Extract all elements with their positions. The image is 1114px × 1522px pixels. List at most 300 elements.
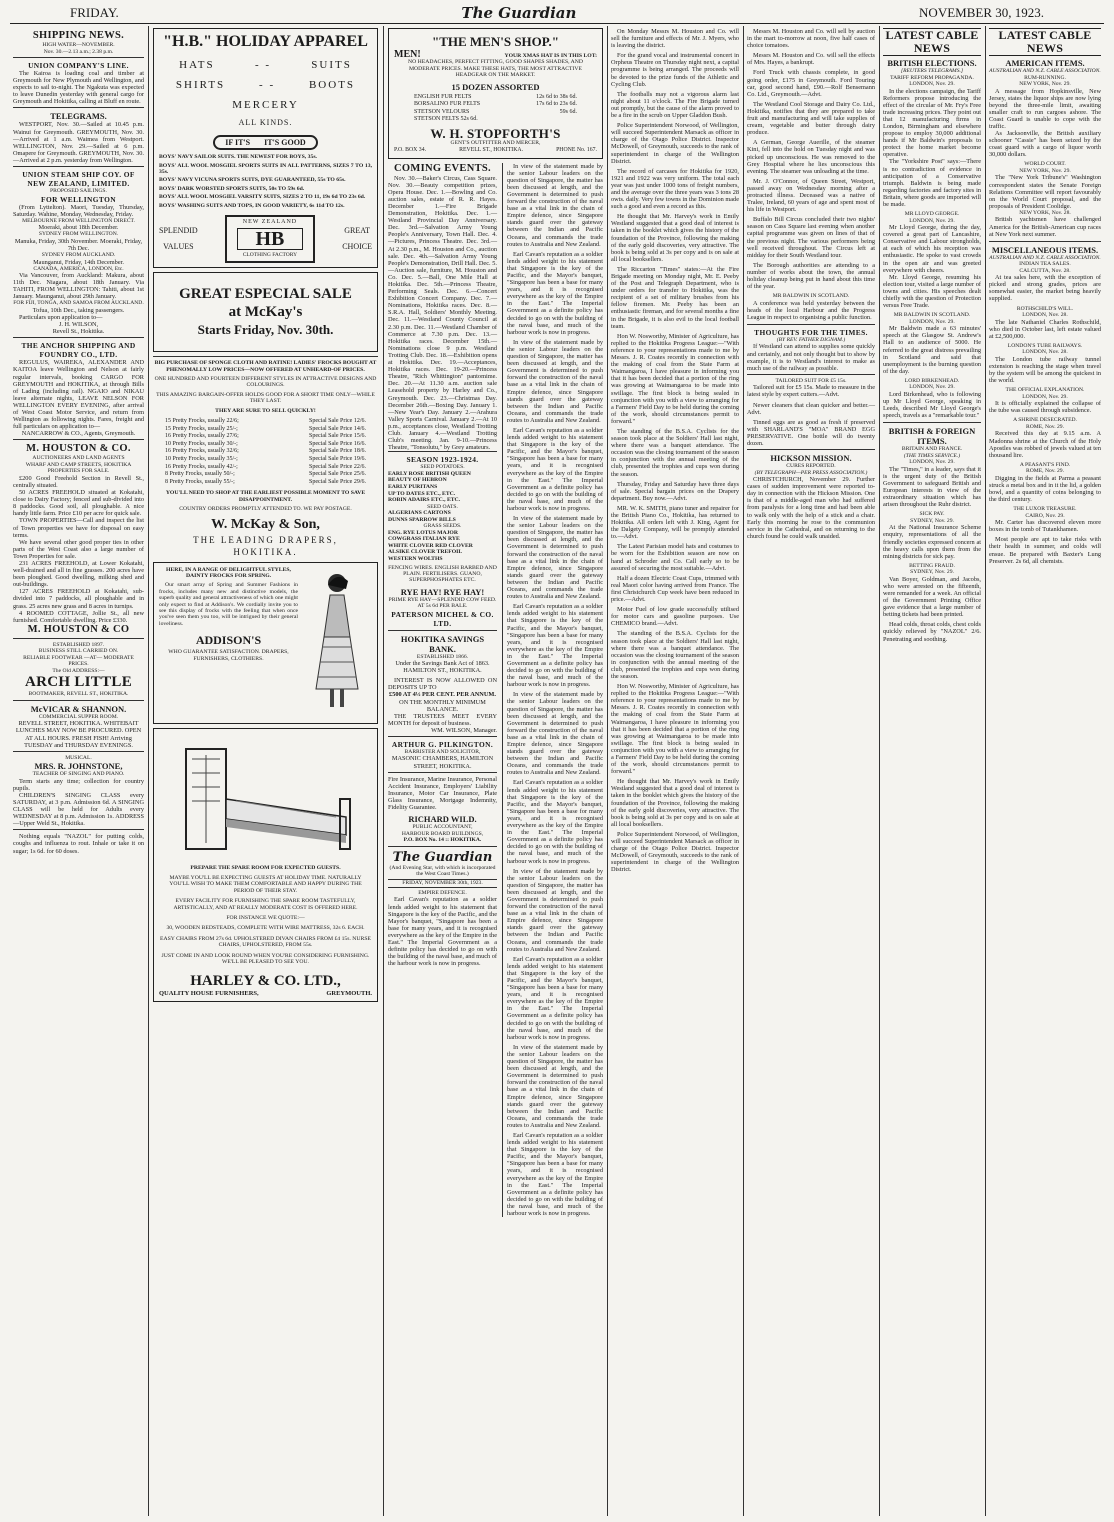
cable-subheading: WORLD COURT. (1024, 161, 1066, 168)
established-text: ESTABLISHED 1897. (52, 641, 105, 648)
houston-address: WHARF AND CAMP STREETS, HOKITIKA (25, 461, 132, 468)
column-advertisements: "H.B." HOLIDAY APPAREL HATS - - SUITS SHIRTS - - BOOTS MERCERY ALL KINDS. IF IT'S IT'S GOOD BOYS' NAVY SAILOR SUITS. THE NEWEST FOR BOYS, 35s. BOYS' ALL WOOL MOSGIEL SPORTS SUITS IN ALL PATTERNS, SIZES 7 TO 13, 35s. BOYS' NAVY VICUNA SPORTS SUITS, DYE GUARANTEED, 55s TO 65s. BOYS' DARK WORSTED SPORTS SUITS, 50s TO 59s 6d. BOYS' ALL WOOL MOSGIEL VARSITY SUITS, SIZES 2 TO 11, 19s 6d TO 23s 6d. BOYS' WASHING SUITS AND TOPS, IN GOOD VARIETY, 6s 11d TO 12s. SPLENDID VALUES NEW ZEALAND HB CLOTHING FACTORY GREAT CHOICE GREAT ESPECIAL SALE at McKay's Starts Friday, Nov. 30th. BIG PURCHASE OF SPONGE CLOTH AND RATINE! LADIES' FROCKS BOUGHT AT PHENOMALLY LOW PRICES—NOW OFFERED AT UNHEARD-OF PRICES. ONE HUNDRED AND FOURTEEN DIFFERENT STYLES IN ATTRACTIVE DESIGNS AND COLOURINGS. THIS AMAZING BARGAIN-OFFER HOLDS GOOD FOR A SHORT TIME ONLY—WHILE THEY LAST. THEY ARE SURE TO SELL QUICKLY! 15 Pretty Frocks, usually 22/6; Special Sale Price 12/6. 15 Pretty Frocks, usually 25/-; Special Sale Price 14/6. 16 Pretty Frocks, usually 27/6; Special Sale Price 15/6. 10 Pretty Frocks, usually 30/-; Special Sale Price 16/6. 16 Pretty Frocks, usually 32/6; Special Sale Price 18/6. 10 Pretty Frocks, usually 35/-; Special Sale Price 19/6. 16 Pretty Frocks, usually 42/-; Special Sale Price 22/6. 8 Pretty Frocks, usually 50/-; Special Sale Price 25/6. 8 Pretty Frocks, usually 55/-; Special Sale Price 29/6. YOU'LL NEED TO SHOP AT THE EARLIEST POSSIBLE MOMENT TO SAVE DISAPPOINTMENT. COUNTRY ORDERS PROMPTLY ATTENDED TO. WE PAY POSTAGE. W. McKay & Son, THE LEADING DRAPERS, HOKITIKA. HERE, IN A RANGE OF DELIGHTFUL STYLES, DAINTY FROCKS FOR SPRING. Our smart array of Spring and Summer Fashions in frocks, includes many new and distinctive models, the superb quality and general attractiveness of which one might only expect to find at Addison's. We cordially invite you to see this display of frocks with the feeling that when once you've seen them you too, will be intrigued by their general loveliness. ADDISON'S WHO GUARANTEE SATISFACTION. DRAPERS, FURNISHERS, CLOTHIERS. PREPARE THE SPARE ROOM FOR EXPECTED GUESTS. MAYBE YOU'LL BE EXPECTING GUESTS AT HOLIDAY TIME. NATURALLY YOU'LL WISH TO MAKE THEM COMFORTABLE AND HAPPY DURING THE PERIOD OF THEIR STAY. EVERY FACILITY FOR FURNISHING THE SPARE ROOM TASTEFULLY, ARTISTICALLY, AND AT REALLY MODERATE COST IS OFFERED HERE. FOR INSTANCE WE QUOTE:— 30, WOODEN BEDSTEADS, COMPLETE WITH WIRE MATTRESS, 32s 6. EACH. EASY CHAIRS FROM 27s 6d. UPHOLSTERED DIVAN CHAIRS FROM £4 15s. NURSE CHAIRS, UPHOLSTERED, FROM 55s. JUST COME IN AND LOOK ROUND WHEN YOU'RE CONSIDERING FURNISHING. WE'LL BE PLEASED TO SEE YOU. HARLEY & CO. LTD., QUALITY HOUSE FURNISHERS, GREYMOUTH. (150, 28, 381, 1514)
dateline: NEW YORK, Nov. 29. (1019, 81, 1071, 87)
cable-paragraph: A message from Hopkinsville, New Jersey, states the liquor ships are now lying beyond the three-mile limit, awaiting smaller craft to run cargoes ashore. The Coast Guard is unable to cope with the traffic. (989, 87, 1101, 130)
news-paragraph: The Westland Cool Storage and Dairy Co. Ltd., Hokitika, notifies that they are prepared to take fruit and manufacturing and will take supplies of cream, vegetable and butter through dairy produce. (747, 100, 875, 137)
guardian-editorial-masthead: The Guardian (392, 849, 493, 865)
editorial-text: Earl Cavan's reputation as a soldier lends added weight to his statement that Singapore is the key of the Pacific, and the Mayor's banquet, "Singapore has been a base for many years, and it is recognised everywhere as the key of the Empire in the East." The Imperial Government as a definite policy has decided to go on with the building of the naval base, and much of the harbour work is now in progress. (507, 955, 603, 1041)
potato-line: ROBIN ADAIRS ETC., ETC. (388, 497, 461, 504)
stopforth-box: P.O. BOX 34. (394, 146, 427, 153)
dateline: LONDON, Nov. 29. (1022, 393, 1068, 400)
latest-cable-news-heading: LATEST CABLE NEWS (883, 28, 981, 56)
mckay-drapers: THE LEADING DRAPERS, (193, 534, 338, 545)
particulars-text: Particulars upon application to— (19, 314, 103, 322)
prepare-come: JUST COME IN AND LOOK ROUND WHEN YOU'RE CONSIDERING FURNISHING. WE'LL BE PLEASED TO SEE YOU. (161, 952, 370, 966)
boys-item: BOYS' NAVY VICUNA SPORTS SUITS, DYE GUARANTEED, 55s TO 65s. (159, 177, 346, 184)
bank-interest-rate: £500 AT 4½ PER CENT. PER ANNUM. (389, 691, 496, 699)
frock-price-row-cell: Special Sale Price 16/6. (309, 440, 366, 447)
news-paragraph: A German, George Auerille, of the steamer Kini, fell into the hold on Tuesday night and was picked up unconscious. He was removed to the Grey Hospital where he lies unconscious this evening. The steamer was unloading at the time. (747, 139, 875, 175)
tariff-heading: TARIFF REFORM PROPAGANDA. (890, 74, 974, 81)
pilkington-address: MASONIC CHAMBERS, HAMILTON STREET, HOKITIKA. (391, 755, 494, 770)
cable-paragraph: The "Times," in a leader, says that it is the urgent duty of the British Government to safeguard British and European interests in view of the extraordinary situation which has arisen throughout the Ruhr district. (883, 465, 981, 509)
cable-paragraph: As Jacksonville, the British auxiliary schooner "Cassie" has been seized by the coast guard with a cargo of liquor worth 30,000 dollars. (989, 130, 1101, 159)
news-paragraph: Police Superintendent Norwood, of Wellington, will succeed Superintendent Marsack as officer in charge of the Otago Police District. Inspector McDowell, of Greymouth, succeeds to the rank of superintendent in charge of the Wellington District. (611, 122, 739, 165)
editorial-text: Earl Cavan's reputation as a soldier lends added weight to his statement that Singapore is the key of the Pacific, and the Mayor's banquet, "Singapore has been a base for many years, and it is recognised everywhere as the key of the Empire in the East." The Imperial Government as a definite policy has decided to go on with the building of the naval base, and much of the harbour work is now in progress. (507, 426, 603, 512)
oats-line: DUNNS SPARROW BILLS (388, 516, 456, 523)
prepare-easy: EASY CHAIRS FROM 27s 6d. UPHOLSTERED DIVAN CHAIRS FROM £4 15s. NURSE CHAIRS, UPHOLSTERED, FROM 55s. (160, 935, 371, 949)
prepare-maybe: MAYBE YOU'LL BE EXPECTING GUESTS AT HOLIDAY TIME. NATURALLY YOU'LL WISH TO MAKE THEM COMFORTABLE AND HAPPY DURING THE PERIOD OF THEIR STAY. (169, 875, 362, 894)
grass-line: ENG. RYE LOTUS MAJOR (388, 529, 458, 536)
frock-price-row-cell: 15 Pretty Frocks, usually 22/6; (165, 417, 239, 424)
houston-footer: M. HOUSTON & CO (27, 623, 130, 635)
frock-price-row (165, 441, 366, 449)
cable-paragraph: Mr Baldwin made a 63 minutes' speech at the Glasgow St. Andrew's Hall to an audience of 5000. He referred to the great distress prevailing in Scotland and said that unemployment is the burning question of the day. (883, 325, 981, 375)
union-heading: UNION COMPANY'S LINE. (28, 61, 129, 70)
melbourne-text: Moeraki, about 18th December. (38, 224, 119, 232)
frock-price-row-cell: Special Sale Price 14/6. (309, 425, 366, 432)
fiji-text: Tofua, 10th Dec., taking passengers. (32, 306, 125, 314)
splendid-label: SPLENDID (159, 226, 198, 236)
property-item: 127 ACRES FREEHOLD at Kokatahi, sub-divided into 7 paddocks, all ploughable and in grass. 25 acres new grass and 8 acres in turnips. (13, 588, 144, 610)
thoughts-heading: THOUGHTS FOR THE TIMES. (754, 327, 868, 337)
news-paragraph: He thought that Mr. Harvey's work in Emily Westland suggested that a good deal of interest is taken in the booklet which gives the history of the foundation of the Province, following the making of the early gold discoveries, very attractive. The book is being sold at 3s per copy and is on sale at all local booksellers. (611, 213, 739, 263)
auckland-text: Maunganui, Friday, 14th December. (33, 258, 124, 266)
dateline: SYDNEY, Nov. 29. (910, 517, 954, 524)
cable-paragraph: The "Yorkshire Post" says:—There is no contradiction of evidence in anticipation of a Conservative triumph. Baldwin is being made regarding factories and factory sites in Britain, where goods are imported will be made. (883, 158, 981, 208)
cable-paragraph: At tea sales here, with the exception of picked and strong grades, prices are somewhat easier, the market being heavily supplied. (989, 274, 1101, 303)
column-american-items (986, 28, 1104, 1514)
agent-location: Revell St., Hokitika. (52, 328, 105, 336)
sale-quickly: THEY ARE SURE TO SELL QUICKLY! (215, 407, 316, 414)
sydney-text: Manuka, Friday, 30th November. Moeraki, Friday, 7th Dec. (14, 237, 143, 252)
auckland-heading: SYDNEY FROM AUCKLAND. (41, 252, 116, 258)
editorial-text: In view of the statement made by the senior Labour leaders on the question of Singapore, the matter has been discussed at length, and the Government is determined to push forward the construction of the naval base as a vital link in the chain of Empire defence, since Singapore stands guard over the gateway between the Indian and Pacific Oceans, and commands the trade routes to Australia and New Zealand. (507, 338, 603, 424)
defence-heading: EMPIRE DEFENCE. (418, 889, 467, 896)
cable-subheading: BETTING FRAUD. (909, 562, 955, 569)
cable-paragraph: Received this day at 9.15 a.m. A Madonna shrine at the Church of the Holy Apostles was robbed of jewels valued at ten thousand lire. (989, 430, 1101, 459)
cable-paragraph: The "New York Tribune's" Washington correspondent states the Senate Foreign Relations Committee will report favourably on the World Court proposal, and the proposals of President Coolidge. (989, 174, 1101, 210)
property-item: £200 Good Freehold Section in Revell St., centrally situated. (13, 474, 144, 489)
fashion-figure-image (302, 567, 372, 719)
dateline: CALCUTTA, Nov. 28. (1019, 267, 1071, 274)
cable-paragraph: Lord Birkenhead, who is following up Mr Lloyd George, speaking in Leeds, described Mr Lloyd George's speech, travels as a "remarkable tour." (883, 390, 981, 420)
elections-heading: BRITISH ELECTIONS. (887, 58, 977, 68)
frock-price-row-cell: Special Sale Price 19/6. (309, 455, 366, 462)
values-label: VALUES (163, 242, 194, 252)
cable-subheading: LORD BIRKENHEAD. (904, 377, 960, 384)
harley-name: HARLEY & CO. LTD., (190, 972, 341, 989)
frock-price-row-cell: 10 Pretty Frocks, usually 35/-; (165, 455, 238, 462)
boys-item: BOYS' DARK WORSTED SPORTS SUITS, 50s TO 59s 6d. (159, 185, 305, 192)
hat-price-row-cell: BORSALINO FUR FELTS (414, 101, 481, 108)
houston-sub: AUCTIONEERS AND LAND AGENTS (32, 455, 125, 462)
wild-name: RICHARD WILD. (408, 814, 477, 825)
addison-heading: HERE, IN A RANGE OF DELIGHTFUL STYLES, DAINTY FROCKS FOR SPRING. (166, 566, 291, 579)
harley-right: GREYMOUTH. (326, 989, 372, 997)
hat-price-row-cell: 17s 6d to 23s 6d. (536, 101, 577, 108)
hb-logo-nz: NEW ZEALAND (242, 218, 298, 225)
dateline: ROME, Nov. 29. (1025, 468, 1065, 475)
frock-price-row (165, 433, 366, 441)
union-text: The Kairoa is loading coal and timber at Greymouth for New Plymouth and Wellington, and expects to sail to-night. The Ngakuta was expected to leave Dunedin yesterday with general cargo for Greymouth and Hokitika, calling at Bluff en route. (13, 70, 144, 106)
prepare-wooden: 30, WOODEN BEDSTEADS, COMPLETE WITH WIRE MATTRESS, 32s 6. EACH. (166, 925, 365, 932)
frock-price-row (165, 448, 366, 456)
johnstone-sub: TEACHER OF SINGING AND PIANO. (32, 771, 125, 778)
cable-subheading: INDIAN TEA SALES. (1019, 261, 1071, 268)
frock-price-row-cell: Special Sale Price 12/6. (309, 417, 366, 424)
high-water-heading: HIGH WATER—NOVEMBER. (42, 42, 115, 48)
frock-price-row-cell: 10 Pretty Frocks, usually 30/-; (165, 440, 238, 447)
stopforth-sub: GENT'S OUTFITTER AND MERCER, (450, 140, 541, 146)
suits-label: SUITS (311, 59, 352, 71)
cable-paragraph: Most people are apt to take risks with their health in summer, and colds will ensue. Be prepared with Baxter's Lung Preserver. 2s 6d, all chemists. (989, 536, 1101, 565)
cable-paragraph: The late Nathaniel Charles Rothschild, who died in October last, left estate valued at £2,500,000. (989, 318, 1101, 340)
column-general-news (744, 28, 878, 1514)
news-paragraph: Half a dozen Electric Coast Cups, trimmed with real Maori color having arrived from France. The first Christchurch Cup week have been reduced in price.—Advt. (611, 574, 739, 604)
bank-text: Under the Savings Bank Act of 1863. HAMILTON ST., HOKITIKA. (395, 660, 490, 675)
editorial-text: In view of the statement made by the senior Labour leaders on the question of Singapore, the matter has been discussed at length, and the Government is determined to push forward the construction of the naval base as a vital link in the chain of Empire defence, since Singapore stands guard over the gateway between the Indian and Pacific Oceans, and commands the trade routes to Australia and New Zealand. (507, 515, 603, 601)
potato-list (388, 471, 497, 504)
dateline: NEW YORK, Nov. 28. (1019, 209, 1071, 216)
prepare-heading: PREPARE THE SPARE ROOM FOR EXPECTED GUESTS. (190, 864, 341, 871)
mcvicar-text: REVELL STREET, HOKITIKA. WHITEBAIT LUNCHES MAY NOW BE PROCURED. OPEN AT ALL HOURS. FRESH FISH! Arriving TUESDAY and THURSDAY EVENINGS. (15, 720, 142, 749)
stopforth-phone: PHONE No. 167. (556, 146, 597, 153)
oats-line: ALGERIANS CARTONS (388, 510, 451, 517)
sale-styles: ONE HUNDRED AND FOURTEEN DIFFERENT STYLES IN ATTRACTIVE DESIGNS AND COLOURINGS. (154, 375, 377, 389)
addison-text: Our smart array of Spring and Summer Fashions in frocks, includes many new and distinctive models, the superb quality and general attractiveness of which one might only expect to find at Addison's. We cordially invite you to see this display of frocks with the feeling that when once you've seen them you too, will be intrigued by their general loveliness. (159, 582, 298, 627)
frock-price-row (165, 426, 366, 434)
hat-price-row-cell: ENGLISH FUR FELTS (414, 93, 472, 100)
cures-byline: (BY TELEGRAPH—PER PRESS ASSOCIATION.) (754, 469, 868, 476)
news-paragraph: MR. W. K. SMITH, piano tuner and repairer for the British Piano Co., Hokitika, has returned to Hokitika. All orders left with J. King, Agent for the Dalgety Company, will be promptly attended to.—Advt. (611, 504, 739, 541)
sale-purchase: BIG PURCHASE OF SPONGE CLOTH AND RATINE! LADIES' FROCKS BOUGHT AT PHENOMALLY LOW PRICES—NOW OFFERED AT UNHEARD-OF PRICES. (154, 360, 377, 373)
potato-line: UP TO DATES ETC., ETC. (388, 490, 456, 497)
frock-list (165, 418, 366, 486)
dateline: LONDON, Nov. 29. (909, 81, 955, 87)
news-paragraph: Messrs M. Houston and Co. will sell by auction in the mart to-morrow at noon, five half cases of choice tomatoes. (747, 28, 875, 50)
grass-line: COWGRASS ITALIAN RYE (388, 536, 460, 543)
editorial-text: Earl Cavan's reputation as a soldier lends added weight to his statement that Singapore is the key of the Pacific, and the Mayor's banquet, "Singapore has been a base for many years, and it is recognised everywhere as the key of the Empire in the East." The Imperial Government as a definite policy has decided to go on with the building of the naval base, and much of the harbour work is now in progress. (507, 1131, 603, 1217)
dateline: CAIRO, Nov. 29. (1025, 512, 1065, 519)
cable-paragraph: Mr. Carter has discovered eleven more boxes in the tomb of Tutankhamen. (989, 519, 1101, 534)
potato-line: EARLY ROSE BRITISH QUEEN (388, 470, 471, 477)
news-paragraph: Motor Fuel of low grade successfully utilised for motor cars and gasoline purposes. Use CHEMICO brand.—Advt. (611, 606, 739, 628)
melbourne-heading: MELBOURNE FROM WELLINGTON DIRECT. (22, 217, 135, 224)
arch-little-sub: BOOTMAKER, REVELL ST., HOKITIKA. (28, 691, 129, 698)
editorial-text: In view of the statement made by the senior Labour leaders on the question of Singapore, the matter has been discussed at length, and the Government is determined to push forward the construction of the naval base as a vital link in the chain of Empire defence, since Singapore stands guard over the gateway between the Indian and Pacific Oceans, and commands the trade routes to Australia and New Zealand. (507, 867, 603, 953)
wellington-text: (From Lyttelton). Maori, Tuesday, Thursday, Saturday. Wahine, Monday, Wednesday, Friday. (13, 203, 144, 218)
shirts-label: SHIRTS (175, 79, 226, 91)
shipping-heading: SHIPPING NEWS. (32, 30, 125, 41)
addison-sub: WHO GUARANTEE SATISFACTION. DRAPERS, FURNISHERS, CLOTHIERS. (168, 649, 289, 662)
hb-logo-mark: HB (237, 228, 303, 250)
column-rule (148, 26, 149, 1516)
property-item: 50 ACRES FREEHOLD situated at Kokatahi, close to Dairy Factory; fenced and sub-divided into 8 paddocks. Good soil, all ploughable. A nice handy little farm. Price £10 per acre for quick sale. (13, 489, 144, 518)
hb-logo (225, 215, 315, 263)
dateline: LONDON, Nov. 29. (909, 384, 955, 391)
dateline: LONDON, Nov. 29. (909, 318, 955, 325)
boys-item: BOYS' ALL WOOL MOSGIEL SPORTS SUITS IN ALL PATTERNS, SIZES 7 TO 13, 35s. (159, 162, 372, 175)
editorial-text: In view of the statement made by the senior Labour leaders on the question of Singapore, the matter has been discussed at length, and the Government is determined to push forward the construction of the naval base as a vital link in the chain of Empire defence, since Singapore stands guard over the gateway between the Indian and Pacific Oceans, and commands the trade routes to Australia and New Zealand. (507, 1043, 603, 1129)
agent-name: J. H. WILSON, (58, 321, 99, 329)
bank-interest: INTEREST IS NOW ALLOWED ON DEPOSITS UP TO (388, 677, 497, 692)
editorial-text: Earl Cavan's reputation as a soldier lends added weight to his statement that Singapore is the key of the Pacific, and the Mayor's banquet, "Singapore has been a base for many years, and it is recognised everywhere as the key of the Empire in the East." The Imperial Government as a definite policy has decided to go on with the building of the naval base, and much of the harbour work is now in progress. (507, 603, 603, 689)
reliable-footwear: RELIABLE FOOTWEAR —AT— MODERATE PRICES. (23, 654, 134, 668)
wild-sub: PUBLIC ACCOUNTANT, (412, 824, 473, 831)
frock-price-row (165, 471, 366, 479)
paterson-name: PATERSON MICHEL & CO. LTD. (391, 609, 494, 628)
hat-price-row-cell: 59s 6d. (559, 108, 577, 115)
cable-paragraph: Mr Lloyd George, during the day, covered a great part of Lancashire, Conservative and Labour strongholds, at each of which his reception was enthusiastic. He spoke to vast crowds in the open air and was greeted everywhere with cheers. (883, 224, 981, 274)
dateline: LONDON, Nov. 28. (1022, 349, 1068, 356)
news-paragraph: The Latest Parisian model hats and costumes to be worn for the Exhibition season are now on hand at Schroder and Co. Call early so to be assured of securing the most suitable.—Advt. (611, 543, 739, 572)
for-wellington: FOR WELLINGTON (41, 194, 116, 204)
bed-illustration-image (159, 739, 372, 859)
prepare-every: EVERY FACILITY FOR FURNISHING THE SPARE ROOM TASTEFULLY, ARTISTICALLY, AND AT REALLY MODERATE COST IS OFFERED HERE. (173, 898, 358, 911)
news-paragraph: Hon W. Nosworthy, Minister of Agriculture, has replied to the Hokitika Progress League:—"With reference to your representations made to me by Messrs. J. R. Coates recently in connection with the making of coal from the State Farm at Waimangaroa, I have pleasure in informing you that it has been decided that a portion of the ring was growing at Waimangaroa to be made into swillage. The first block is being sealed in conjunction with you with a view to arranging for a Farmers' Field Day to be held during the coming of the work, should circumstances permit to forward." (611, 683, 739, 776)
hat-price-row (414, 109, 577, 117)
mens-shop-text: NO HEADACHES, PERFECT FITTING, GOOD SHAPES SHADES, AND MODERATE PRICES. MAKE THESE HATS, THE MOST ATTRACTIVE HEADGEAR ON THE MARKET. (408, 59, 583, 79)
boys-item: BOYS' WASHING SUITS AND TOPS, IN GOOD VARIETY, 6s 11d TO 12s. (159, 202, 345, 209)
boys-item: BOYS' ALL WOOL MOSGIEL VARSITY SUITS, SIZES 2 TO 11, 19s 6d TO 23s 6d. (159, 194, 366, 201)
wild-address: HARBOUR BOARD BUILDINGS, (401, 830, 484, 837)
cable-paragraph: The London tube railway tunnel extension is reaching the stage when travel by the system will be among the quickest in the world. (989, 355, 1101, 385)
cable-subheading: THE OFFICIAL EXPLANATION. (1005, 387, 1085, 394)
american-items-heading: AMERICAN ITEMS. (1005, 58, 1085, 68)
news-paragraph: Hon W. Nosworthy, Minister of Agriculture, has replied to the Hokitika Progress League:—"With reference to your representations made to me by Messrs. J. R. Coates recently in connection with the making of coal from the State Farm at Waimangaroa, I have pleasure in informing you that it has been decided that a portion of the ring was growing at Waimangaroa to be made into swillage. The first block is being sealed in conjunction with you with a view to arranging for a Farmers' Field Day to be held during the coming of the work, should circumstances permit to forward." (611, 332, 739, 425)
hat-price-row (414, 101, 577, 109)
property-item: 4 ROOMED COTTAGE, Jollie St., all new furnished. Comfortable dwelling. Price £330. (13, 609, 144, 624)
property-item: 231 ACRES FREEHOLD, at Lower Kokatahi, well-drained and all in fine grasses. 200 acres have been ploughed. Good dwelling, milking shed and out-buildings. (13, 560, 144, 589)
hat-price-row (414, 94, 577, 102)
addison-name: ADDISON'S (195, 633, 262, 648)
cable-paragraph: Mr. Lloyd George, resuming his election tour, visited a large number of towns and cities. His speeches dealt chiefly with the question of Protection versus Free Trade. (883, 273, 981, 310)
news-paragraph: Police Superintendent Norwood, of Wellington, will succeed Superintendent Marsack as officer in charge of the Otago Police District. Inspector McDowell, of Greymouth, succeeds to the rank of superintendent in charge of the Wellington District. (611, 830, 739, 874)
grass-line: ALSIKE CLOVER TREFOIL (388, 549, 463, 556)
cable-subheading: RUM-RUNNING. (1024, 74, 1066, 81)
cable-subheading: MR LLOYD GEORGE. (904, 211, 960, 218)
editorial-text: In view of the statement made by the senior Labour leaders on the question of Singapore, the matter has been discussed at length, and the Government is determined to push forward the construction of the naval base as a vital link in the chain of Empire defence, since Singapore stands guard over the gateway between the Indian and Pacific Oceans, and commands the trade routes to Australia and New Zealand. (507, 162, 603, 248)
hickson-heading: HICKSON MISSION. (770, 453, 852, 464)
news-paragraph: The Riccarton "Times" states:—At the Fire Brigade meeting on Monday night, Mr. E. Peeby of the Post and Telegraph Department, who is under orders for transfer to Hokitika, was the recipient of a set of military brushes from his fellow firemen. Mr. Peeby has been an enthusiastic fireman, and for several months a fine in the Brigade, it is also evil to the local football team. (611, 265, 739, 330)
frock-price-row-cell: Special Sale Price 22/6. (309, 463, 366, 470)
hats-label: HATS (179, 59, 215, 71)
anchor-agent: NANCARROW & CO., Agents, Greymouth. (21, 430, 136, 438)
cable-subheading: BRITAIN AND FRANCE. (901, 446, 963, 453)
sale-title: GREAT ESPECIAL SALE (179, 286, 352, 303)
property-item: We have several other good proper ties in other parts of the West Coast also a large number of Town Properties for sale. (13, 538, 144, 560)
all-kinds-label: ALL KINDS. (238, 118, 293, 127)
great-label: GREAT (344, 226, 370, 236)
masthead-date: NOVEMBER 30, 1923. (919, 4, 1044, 20)
news-paragraph: The footballs may not a vigorous alarm last night about 11 o'clock. The Fire Brigade turned out promptly, but the cause of the alarm proved to be a fire in the scrub on Upper Gladdon Bush. (611, 90, 739, 120)
news-paragraph: Tinned eggs are as good as fresh if preserved with SHARLAND'S "MOA" BRAND EGG PRESERVATIVE. One bottle will do twenty dozen. (747, 418, 875, 447)
wild-box: P.O. BOX No. 14 :: HOKITIKA. (403, 837, 482, 844)
editorial-text: In view of the statement made by the senior Labour leaders on the question of Singapore, the matter has been discussed at length, and the Government is determined to push forward the construction of the naval base as a vital link in the chain of Empire defence, since Singapore stands guard over the gateway between the Indian and Pacific Oceans, and commands the trade routes to Australia and New Zealand. (507, 691, 603, 777)
seed-oats-heading: SEED OATS. (427, 503, 458, 510)
stopforth-street: REVELL ST., HOKITIKA. (459, 146, 524, 153)
news-paragraph: For the grand vocal and instrumental concert in Orpheus Theatre on Thursday night next, a capital programme is being arranged. The proceeds will be devoted to the prize funds of the Athletic and Cycling Club. (611, 52, 739, 88)
cable-paragraph: It is officially explained the collapse of the tube was caused through subsidence. (989, 400, 1101, 415)
grass-line: WESTERN WOLTHS (388, 555, 443, 562)
bank-trustees: THE TRUSTEES MEET EVERY MONTH for deposit of business. (388, 712, 497, 727)
telegrams-text: WESTPORT, Nov. 30.—Sailed at 10.45 p.m. Wainui for Greymouth. GREYMOUTH, Nov. 30.—Arrived at 1 a.m. Waimea from Westport. WELLINGTON, Nov. 29.—Sailed at 6 p.m. Omapere for Greymouth. GREYMOUTH, Nov. 30.—Arrived at 2 p.m. yesterday from Wellington. (13, 121, 144, 164)
dateline: SYDNEY, Nov. 29. (910, 569, 954, 576)
prepare-instance: FOR INSTANCE WE QUOTE:— (226, 915, 305, 922)
mens-shop-dozen: 15 DOZEN ASSORTED (451, 81, 540, 92)
johnstone-text: Term starts any time; collection for country pupils. (13, 777, 144, 792)
bank-minimum: ON THE MONTHLY MINIMUM BALANCE. (399, 698, 486, 713)
high-water-times: Nov. 30.—2.13 a.m.; 2.38 p.m. (43, 48, 114, 55)
frock-price-row (165, 418, 366, 426)
badge-right: IT'S GOOD (264, 138, 306, 147)
mercery-label: MERCERY (232, 99, 299, 111)
dateline: LONDON, Nov. 28. (1022, 312, 1068, 319)
news-paragraph: Messrs M. Houston and Co. will sell the effects of Mrs. Hayes, a bankrupt. (747, 52, 875, 67)
sydney-heading: SYDNEY FROM WELLINGTON. (38, 231, 119, 238)
sale-subtitle: at McKay's (228, 304, 303, 321)
pilkington-sub: BARRISTER AND SOLICITOR, (404, 748, 481, 755)
latest-cable-news-heading: LATEST CABLE NEWS (989, 28, 1101, 56)
frock-price-row (165, 464, 366, 472)
news-paragraph: On Monday Messrs M. Houston and Co. will sell the furniture and effects of Mr. J. Myers, who is leaving the district. (611, 28, 739, 50)
cable-subheading: LONDON'S TUBE RAILWAYS. (1007, 342, 1083, 349)
thoughts-byline: (BY REV. FATHER DIGNAM.) (776, 336, 846, 343)
season-heading: SEASON 1923-1924. (406, 455, 479, 465)
frock-price-row-cell: Special Sale Price 18/6. (309, 448, 366, 455)
houston-heading: M. HOUSTON & CO. (26, 443, 131, 455)
frock-price-row-cell: 8 Pretty Frocks, usually 50/-; (165, 471, 235, 478)
grass-seeds-heading: GRASS SEEDS. (423, 523, 462, 530)
editorial-text: Earl Cavan's reputation as a soldier lends added weight to his statement that Singapore is the key of the Pacific, and the Mayor's banquet, "Singapore has been a base for many years, and it is recognised everywhere as the key of the Empire in the East." The Imperial Government as a definite policy has decided to go on with the building of the naval base, and much of the harbour work is now in progress. (507, 779, 603, 865)
business-carried: BUSINESS STILL CARRIED ON. (38, 648, 119, 655)
news-paragraph: The record of carcases for Hokitika for 1920, 1921 and 1922 was very uniform. The total each year was just under 1000 tons of freight numbers, and the average over the three years was 3 tons 28 owts. daily. Very few towns in the Dominion made such a good and even a record as this. (611, 167, 739, 211)
seed-potatoes-heading: SEED POTATOES. (420, 464, 465, 471)
sale-country: COUNTRY ORDERS PROMPTLY ATTENDED TO. WE PAY POSTAGE. (179, 506, 352, 513)
mckay-name: W. McKay & Son, (211, 516, 320, 532)
bank-heading: HOKITIKA SAVINGS BANK. (400, 633, 485, 654)
dateline: LONDON, Nov. 29. (909, 217, 955, 224)
rye-hay-text: PRIME RYE HAY—SPLENDID COW FEED. AT 5s 6d PER BALE. (388, 596, 497, 610)
hickson-text: CHRISTCHURCH, November 29. Further cases of sudden improvement were reported to-day in connection with the Hickson Mission. One is that of a middle-aged man who had suffered from paralysis for a long time and had been able to walk only with the help of a stick and a chair. Early this morning he rose to the communion service in the Cathedral, and on returning to the church found he could walk unaided. (747, 476, 875, 540)
news-paragraph: Buffalo Bill Circus concluded their two nights' season on Cass Square last evening when another capital programme was given on lines of that of the previous night. The various performers being well received throughout. The Circus left at midday for their South Westland tour. (747, 216, 875, 259)
dateline: ROME, Nov. 29. (1025, 423, 1065, 430)
times-byline: (THE TIMES SERVICE.) (903, 452, 961, 459)
news-paragraph: The standing of the B.S.A. Cyclists for the season took place at the Soldiers' Hall last night, where there was a banquet attendance. The occasion was the closing tournament of the season in conjunction with the annual meeting of the club, presented the trophies and cups won during the season. (611, 630, 739, 680)
grass-list (388, 530, 497, 563)
frock-price-row-cell: 16 Pretty Frocks, usually 27/6; (165, 433, 239, 440)
british-foreign-heading: BRITISH & FOREIGN ITEMS. (888, 426, 976, 447)
cable-paragraph: In the elections campaign, the Tariff Reformers propose introducing the effect of the circular of Mr. Fry's Free trade increasing prices. They point out that 12 manufacturing firms in London, Birmingham and elsewhere propose to employ 30,000 additional hands if Mr Baldwin's proposals to protect the home market become operative. (883, 87, 981, 159)
editorial-text: Earl Cavan's reputation as a soldier lends added weight to his statement that Singapore is the key of the Pacific, and the Mayor's banquet, "Singapore has been a base for many years, and it is recognised everywhere as the key of the Empire in the East." The Imperial Government as a definite policy has decided to go on with the building of the naval base, and much of the harbour work is now in progress. (507, 250, 603, 336)
column-mens-shop (385, 28, 606, 1514)
guardian-editorial-date: FRIDAY, NOVEMBER 30th, 1923. (388, 879, 497, 888)
frock-price-row (165, 479, 366, 487)
news-paragraph: The Borough authorities are attending to a number of works about the town, the annual holiday cleanup being put in hand about this time of the year. (747, 261, 875, 291)
mens-shop-men: MEN! (394, 49, 421, 60)
boots-label: BOOTS (308, 79, 356, 91)
cable-paragraph: British yachtsmen have challenged America for the British-American cup races at New York next summer. (989, 216, 1101, 238)
news-subheading: MR BALDWIN IN SCOTLAND. (772, 293, 850, 300)
cable-paragraph: Van Boyer, Goldman, and Jacobs, who were arrested on the fifteenth, were remanded for a week. An official of the Government Printing Office gave evidence that a large number of betting tickets had been printed. (883, 575, 981, 619)
coming-events-heading: COMING EVENTS. (394, 162, 491, 174)
children-class-text: CHILDREN'S SINGING CLASS every SATURDAY, at 3 p.m. Admission 6d. A SINGING CLASS will be held for Adults every WEDNESDAY at 8 p.m. Admission 1s. ADDRESS—Upper Weld St., Hokitika. (13, 791, 144, 828)
anchor-text: REGULUS, WAIREKA, ALEXANDER AND KAITOA leave Wellington and Nelson at fairly regular intervals, booking CARGO FOR GREYMOUTH and HOKITIKA, at through Bills of Lading (including rail). NGAIO and NIKAU leave alternate nights, LEAVE NELSON FOR WELLINGTON EVERY EVENING, after arrival of West Coast Motor Service, and return from Wellington as following nights. Fares, freight and full particulars on application to— (13, 359, 144, 431)
cable-paragraph: Digging in the fields at Parma a peasant struck a metal box and in it the lid, a golden bowl, and a quantity of coins belonging to the third century. (989, 474, 1101, 504)
column-shipping (10, 28, 147, 1514)
association-byline: AUSTRALIAN AND N.Z. CABLE ASSOCIATION. (989, 68, 1101, 74)
guardian-editorial-sub: (And Evening Star, with which is incorporated the West Coast Times.) (389, 864, 496, 878)
rye-hay-heading: RYE HAY! RYE HAY! (400, 586, 485, 597)
news-paragraph: A conference was held yesterday between the heads of the local Harbour and the Progress League in respect to organising a public function. (747, 299, 875, 321)
boys-item: BOYS' NAVY SAILOR SUITS. THE NEWEST FOR BOYS, 35s. (159, 154, 317, 161)
cable-subheading: A PEASANT'S FIND. (1019, 461, 1071, 468)
mens-shop-title: "THE MEN'S SHOP." (431, 34, 559, 49)
canada-heading: CANADA, AMERICA, LONDON, Etc. (33, 265, 124, 272)
telegrams-heading: TELEGRAMS. (50, 111, 107, 122)
news-paragraph: Thursday, Friday and Saturday have three days of sale. Special bargain prices on the Drapery department. Buy now.—Advt. (611, 480, 739, 502)
coming-events-text: Nov. 30.—Baker's Circus, Cass Square. Nov. 30.—Beauty competition prizes, Opera House. Dec. 1.—Bowling and Co. auction sales, estate of R. R. Hayes. December 1.—Fire Brigade Demonstration, Hokitika. Dec. 1.—Westland Provincial Day Anniversary. Dec. 3rd.—Salvation Army Young People's Anniversary, Town Hall. Dec. 4.—Pictures, Princess Theatre. Dec. 3rd.—At 2.30 p.m., M. Houston and Co., auction sale. Dec. 4th.—Salvation Army Young People's Demonstration, Drill Hall. Dec. 5.—Auction sale, furniture, M. Houston and Co. Dec. 5.—Ball, One Mile Hall at Hokitika. Dec. 5th.—Princess Theatre, Performing Seals. Dec. 6.—Concert Exhibition Concert Company. Dec. 7.—Nominations, Hokitika races. Dec. 8.—S.R.A. Hall, Soldiers' Monthly Meeting. Dec. 11.—Westland County Council at 2.30 p.m. Dec. 11.—Westland Chamber of Commerce at 7.30 p.m. Dec. 13.—Hokitika races. December 15th.—Nominations close 9 p.m. Westland Trotting Club. Dec. 18.—Exhibition opens at Hokitika. Dec. 19.—Acceptances, Hokitika races. Dec. 19-20.—Princess Theatre, "Rich Whittington" pantomime. Dec. 20.—At 11.30 a.m. auction sale Leasehold property by Harley and Co., Greymouth. Dec. 23.—Christmas Day. December 26th.—Boxing Day. January 1.—New Year's Day. January 2.—Arahura Valley Sports Carnival. January 2.—At 10 p.m., acceptances close, Westland Trotting Club. January 4.—Westland Trotting Club's meeting. Jan. 9-10.—Princess Theatre, "Tonsolutu," by Grey amateurs. (388, 174, 497, 452)
cures-heading: CURES REPORTED. (786, 463, 836, 470)
canada-text: Via Vancouver, from Auckland: Makura, about 11th Dec. Niagara, about 18th January. Via TAHITI, FROM WELLINGTON: Tahiti, about 1st January. Maunganui, about 29th January. (13, 272, 144, 301)
hats-list (414, 94, 577, 124)
johnstone-heading: MRS. R. JOHNSTONE, (34, 761, 123, 772)
sale-date: Starts Friday, Nov. 30th. (197, 322, 334, 338)
frock-price-row-cell: 16 Pretty Frocks, usually 42/-; (165, 463, 238, 470)
grass-line: WHITE CLOVER RED CLOVER (388, 542, 473, 549)
frock-price-row-cell: 8 Pretty Frocks, usually 55/-; (165, 478, 235, 485)
frock-price-row-cell: 15 Pretty Frocks, usually 25/-; (165, 425, 238, 432)
hb-badge (159, 135, 372, 150)
hb-title: "H.B." HOLIDAY APPAREL (163, 33, 368, 50)
stopforth-name: W. H. STOPFORTH'S (430, 126, 561, 141)
choice-label: CHOICE (342, 242, 372, 252)
mckay-location: HOKITIKA. (233, 546, 298, 557)
thoughts-text: If Westland can attend to supplies some quickly and certainly, and not only thought but to show by example, it is to Westland's interest to make as much use of the railway as possible. (747, 343, 875, 372)
hat-price-row (414, 116, 577, 124)
insurance-list: Fire Insurance, Marine Insurance, Personal Accident Insurance, Employers' Liability Insurance, Motor Car Insurance, Plate Glass Insurance, Mortgage Indemnity, Fidelity Guarantee. (388, 775, 497, 812)
frock-price-row-cell: Special Sale Price 29/6. (309, 478, 366, 485)
pilkington-name: ARTHUR G. PILKINGTON. (391, 739, 494, 749)
musical-heading: MUSICAL. (65, 754, 92, 761)
dateline: NEW YORK, Nov. 29. (1019, 167, 1071, 174)
fiji-heading: FOR FIJI, TONGA, AND SAMOA FROM AUCKLAND. (13, 300, 144, 307)
frock-price-row-cell: Special Sale Price 25/6. (309, 471, 366, 478)
news-paragraph: The standing of the B.S.A. Cyclists for the season took place at the Soldiers' Hall last night, where there was a banquet attendance. The occasion was the closing tournament of the season in conjunction with the annual meeting of the club, presented the trophies and cups won during the season. (611, 427, 739, 478)
mens-shop-xmas: YOUR XMAS HAT IS IN THIS LOT: (504, 53, 597, 59)
old-address: The Old ADDRESS:— (52, 667, 105, 674)
badge-left: IF IT'S (225, 138, 251, 147)
anchor-heading: THE ANCHOR SHIPPING AND FOUNDRY CO., LTD. (21, 341, 136, 360)
news-paragraph: He thought that Mr. Harvey's work in Emily Westland suggested that a good deal of interest is taken in the booklet which gives the history of the foundation of the Province, following the making of the early gold discoveries, very attractive. The book is being sold at 3s per copy and is on sale at all local booksellers. (611, 778, 739, 828)
properties-heading: PROPERTIES FOR SALE. (47, 468, 110, 475)
masthead-day: FRIDAY. (70, 4, 119, 20)
cable-subheading: THE LUXOR TREASURE. (1013, 506, 1077, 513)
news-paragraph: Ford Truck with chassis complete, in good going order, £175 in Greymouth. Ford Touring car, good second hand, £90.—Rolf Bensemann Co. Ltd., Greymouth.—Advt. (747, 69, 875, 98)
dateline: LONDON, Nov. 29. (909, 459, 955, 466)
hat-price-row-cell: STETSON VELOURS (414, 108, 470, 115)
news-paragraph: Mr. J. O'Connor, of Queen Street, Westport, passed away on Wednesday morning after a protracted illness. Deceased was a native of Tralee, Ireland, 60 years of age and spent most of his life in Westport. (747, 177, 875, 214)
defence-text: Earl Cavan's reputation as a soldier lends added weight to his statement that Singapore is the key of the Pacific, and the Mayor's banquet, "Singapore has been a base for many years, and it is recognised everywhere as the key of the Empire in the East." The Imperial Government as a definite policy has decided to go on with the building of the naval base, and much of the harbour work is now in progress. (388, 896, 497, 968)
mcvicar-sub: COMMERCIAL SUPPER ROOM. (38, 713, 119, 720)
frock-price-row-cell: 16 Pretty Frocks, usually 32/6; (165, 448, 239, 455)
mcvicar-heading: McVICAR & SHANNON. (30, 703, 127, 714)
potato-line: BEAUTY OF HEBRON (388, 477, 447, 484)
column-rule (383, 26, 384, 1516)
property-item: TOWN PROPERTIES—Call and inspect the list of Town properties we have for disposal on easy terms. (13, 517, 144, 539)
proposed-sailings: PROPOSED SAILINGS. (50, 188, 107, 195)
hat-price-row-cell: 12s 6d to 38s 6d. (536, 93, 577, 100)
